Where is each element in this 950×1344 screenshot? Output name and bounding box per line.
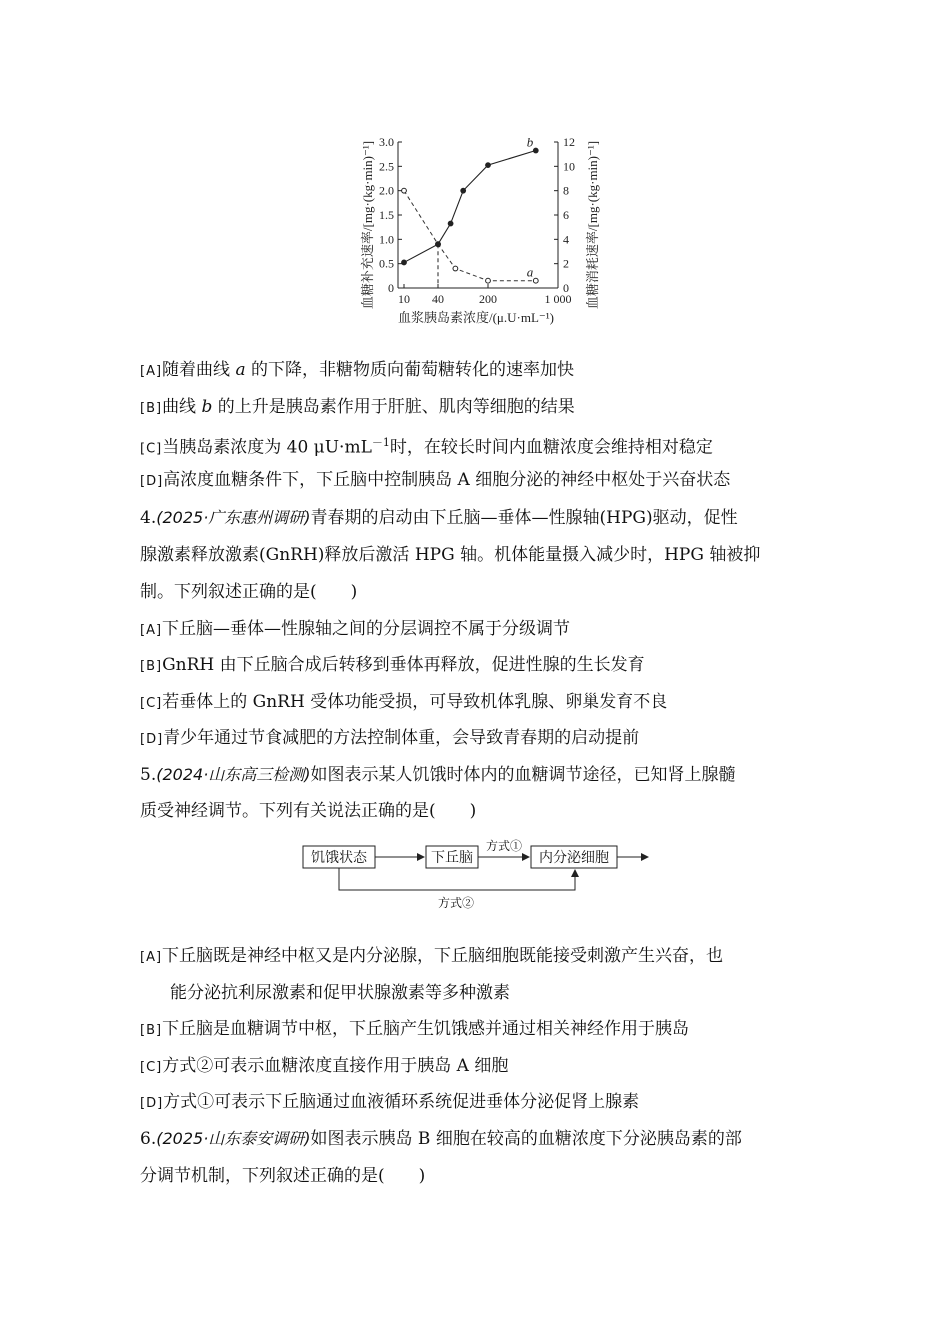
q3-option-c[interactable] [140,431,713,462]
left-tick-label: 2.0 [379,183,394,198]
left-tick-label: 0.5 [379,256,394,271]
right-tick-label: 6 [563,208,569,222]
series-b-point [448,221,453,226]
box-endocrine-label: 内分泌细胞 [539,851,609,866]
series-b-point [486,163,491,168]
right-tick-label: 8 [563,183,569,198]
x-tick-label: 200 [479,292,497,306]
curve-var: a [235,360,246,380]
left-tick-label: 1.5 [379,208,394,222]
option-label: [C] [140,1060,163,1075]
q6-stem-line2: 分调节机制，下列叙述正确的是( ) [140,1166,426,1186]
q3-option-b[interactable] [140,395,575,421]
x-axis-label: 血浆胰岛素浓度/(μ.U·mL⁻¹) [397,310,555,325]
q3-option-d[interactable] [140,468,730,494]
q4-stem-line3: 制。下列叙述正确的是( ) [140,582,358,602]
option-text: 的上升是胰岛素作用于肝脏、肌肉等细胞的结果 [217,397,575,417]
q4-option-a[interactable] [140,617,570,643]
q4-stem [140,506,738,530]
left-tick-label: 2.5 [379,159,394,174]
question-number: 4. [140,508,157,528]
option-text: 随着曲线 [162,360,231,380]
option-text: 当胰岛素浓度为 40 μU·mL [162,437,372,458]
option-text: 下丘脑—垂体—性腺轴之间的分层调控不属于分级调节 [162,619,571,639]
series-a-point [486,278,491,283]
stem-text: 如图表示某人饥饿时体内的血糖调节途径，已知肾上腺髓 [310,765,736,785]
option-text: 青少年通过节食减肥的方法控制体重，会导致青春期的启动提前 [163,728,640,748]
regulation-diagram [0,838,950,918]
series-b-point [402,260,407,265]
superscript: －1 [371,436,390,449]
option-text: 方式②可表示血糖浓度直接作用于胰岛 A 细胞 [162,1056,509,1076]
series-b-label: b [526,134,534,150]
y-right-axis-label: 血糖消耗速率/[mg·(kg·min)⁻¹] [585,140,600,310]
x-tick-label: 10 [398,292,410,306]
x-axis-ticks [398,284,572,306]
series-a-point [402,188,407,193]
q5-stem-line2: 质受神经调节。下列有关说法正确的是( ) [140,801,477,821]
q4-option-b[interactable] [140,653,645,679]
right-tick-label: 2 [563,256,569,271]
right-tick-label: 0 [563,281,569,295]
option-text: 下丘脑是血糖调节中枢，下丘脑产生饥饿感并通过相关神经作用于胰岛 [162,1019,690,1039]
series-b-point [436,242,441,247]
q4-option-d[interactable] [140,726,639,752]
option-label: [A] [140,950,163,965]
left-tick-label: 1.0 [379,232,394,247]
question-number: 6. [140,1129,157,1149]
option-text: 高浓度血糖条件下，下丘脑中控制胰岛 A 细胞分泌的神经中枢处于兴奋状态 [163,470,731,490]
q6-stem [140,1127,742,1151]
option-label: [A] [140,623,163,638]
series-a-point [453,266,458,271]
q5-option-d[interactable] [140,1090,639,1116]
series-a-points [402,188,539,283]
series-a-label: a [526,264,534,280]
stem-text: 青春期的启动由下丘脑—垂体—性腺轴(HPG)驱动，促性 [310,508,738,528]
left-tick-label: 3.0 [379,135,394,149]
series-b-point [533,148,538,153]
box-hunger-label: 饥饿状态 [311,851,367,866]
series-a-point [533,278,538,283]
series-b-line [404,151,536,263]
option-label: [C] [140,441,163,457]
option-label: [B] [140,1023,163,1038]
right-tick-label: 4 [563,232,569,247]
option-label: [D] [140,474,164,489]
question-source: (2025·山东泰安调研) [156,1129,311,1148]
arrow-path2 [339,868,575,890]
curve-var: b [201,397,213,417]
q5-option-b[interactable] [140,1017,689,1043]
option-label: [B] [140,659,163,674]
path1-label: 方式① [485,839,523,853]
question-source: (2024·山东高三检测) [156,765,311,784]
x-tick-label: 1 000 [544,292,572,306]
option-label: [D] [140,732,164,747]
question-number: 5. [140,765,157,785]
series-b-point [461,188,466,193]
q5-option-c[interactable] [140,1054,508,1080]
box-hypothalamus-label: 下丘脑 [431,851,473,866]
option-text: 若垂体上的 GnRH 受体功能受损，可导致机体乳腺、卵巢发育不良 [162,692,668,712]
option-text: 时，在较长时间内血糖浓度会维持相对稳定 [389,437,713,458]
right-tick-label: 12 [563,135,575,149]
left-axis-ticks [379,135,402,295]
option-label: [C] [140,696,163,711]
x-tick-label: 40 [432,292,444,306]
y-left-axis-label: 血糖补充速率/[mg·(kg·min)⁻¹] [360,140,375,310]
option-label: [D] [140,1096,164,1111]
right-axis-ticks [554,135,575,295]
option-text: GnRH 由下丘脑合成后转移到垂体再释放，促进性腺的生长发育 [162,655,645,675]
q3-option-a[interactable] [140,358,574,384]
insulin-chart [0,0,950,340]
q4-option-c[interactable] [140,690,667,716]
question-source: (2025·广东惠州调研) [156,508,311,527]
stem-text: 如图表示胰岛 B 细胞在较高的血糖浓度下分泌胰岛素的部 [310,1129,742,1149]
series-a-line [404,191,536,281]
option-text: 曲线 [162,397,197,417]
series-b-points [402,148,539,265]
q4-stem-line2: 腺激素释放激素(GnRH)释放后激活 HPG 轴。机体能量摄入减少时，HPG 轴被抑 [140,545,761,565]
right-tick-label: 10 [563,159,575,174]
option-text: 方式①可表示下丘脑通过血液循环系统促进垂体分泌促肾上腺素 [163,1092,640,1112]
option-label: [B] [140,401,163,416]
option-text: 下丘脑既是神经中枢又是内分泌腺，下丘脑细胞既能接受刺激产生兴奋，也 [162,946,724,966]
option-label: [A] [140,364,163,379]
option-text: 的下降，非糖物质向葡萄糖转化的速率加快 [251,360,574,380]
left-tick-label: 0 [388,281,394,295]
q5-stem [140,763,736,787]
path2-label: 方式② [437,896,475,910]
q5-option-a[interactable] [140,944,723,970]
q5-option-a-line2: 能分泌抗利尿激素和促甲状腺激素等多种激素 [170,983,510,1003]
